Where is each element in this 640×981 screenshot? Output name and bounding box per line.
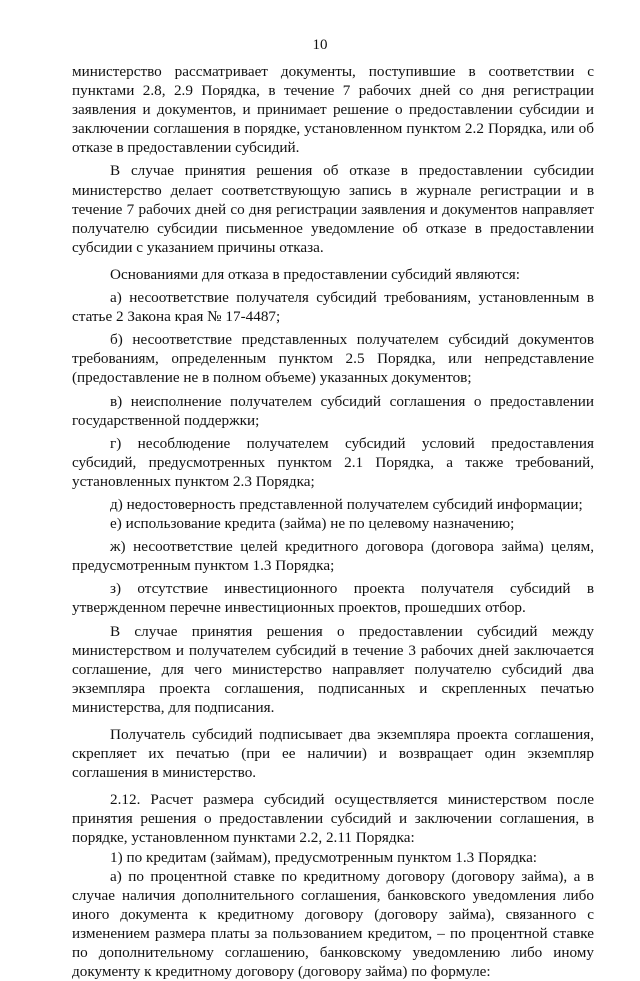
page-number: 10 xyxy=(312,37,328,53)
list-item-z: з) отсутствие инвестиционного проекта получателя субсидий в утвержденном перечне инвестиционных проектов, прошедших отбор. xyxy=(72,580,594,617)
list-item-zh: ж) несоответствие целей кредитного договора (договора займа) целям, предусмотренным пунктом 1.3 Порядка; xyxy=(72,538,594,575)
paragraph-refusal-grounds-heading: Основаниями для отказа в предоставлении субсидий являются: xyxy=(110,265,520,283)
paragraph-agreement-conclusion: В случае принятия решения о предоставлении субсидий между министерством и получателем субсидий в течение 3 рабочих дней заключается соглашение, для чего министерство направляет получателю субсидий два экземпляра проекта соглашения, подписанных и скрепленных печатью министерства, для подписания. xyxy=(72,622,594,716)
list-item-a-interest-rate: а) по процентной ставке по кредитному договору (договору займа), а в случае наличия дополнительного соглашения, банковского уведомления либо иного документа к кредитному договору (договору займа), связанного с изменением размера платы за пользованием кредитом, – по процентной ставке по дополнительному соглашению, банковскому уведомлению либо иному документу к кредитному договору (договору займа) по формуле: xyxy=(72,867,594,981)
list-item-a: а) несоответствие получателя субсидий требованиям, установленным в статье 2 Закона края № 17-4487; xyxy=(72,289,594,326)
list-item-b: б) несоответствие представленных получателем субсидий документов требованиям, определенным пунктом 2.5 Порядка, или непредставление (предоставление не в полном объеме) указанных документов; xyxy=(72,331,594,387)
list-item-v: в) неисполнение получателем субсидий соглашения о предоставлении государственной поддержки; xyxy=(72,392,594,429)
list-item-e: е) использование кредита (займа) не по целевому назначению; xyxy=(110,515,515,533)
paragraph-section-2-12: 2.12. Расчет размера субсидий осуществляется министерством после принятия решения о предоставлении субсидий и заключении соглашения, в порядке, установленном пунктами 2.2, 2.11 Порядка: xyxy=(72,791,594,847)
list-item-g: г) несоблюдение получателем субсидий условий предоставления субсидий, предусмотренных пунктом 2.1 Порядка, а также требований, установленных пунктом 2.3 Порядка; xyxy=(72,434,594,490)
paragraph-refusal-decision: В случае принятия решения об отказе в предоставлении субсидии министерство делает соответствующую запись в журнале регистрации и в течение 7 рабочих дней со дня регистрации заявления и документов направляет получателю субсидии письменное уведомление об отказе в предоставлении субсидии с указанием причины отказа. xyxy=(72,162,594,256)
list-item-1-loans: 1) по кредитам (займам), предусмотренным пунктом 1.3 Порядка: xyxy=(110,848,538,866)
paragraph-recipient-signs: Получатель субсидий подписывает два экземпляра проекта соглашения, скрепляет их печатью (при ее наличии) и возвращает один экземпляр соглашения в министерство. xyxy=(72,726,594,782)
document-body xyxy=(72,62,594,981)
paragraph-review-documents: министерство рассматривает документы, поступившие в соответствии с пунктами 2.8, 2.9 Порядка, в течение 7 рабочих дней со дня регистрации заявления и документов, и принимает решение о предоставлении субсидии и заключении соглашения в порядке, установленном пунктом 2.2 Порядка, или об отказе в предоставлении субсидий. xyxy=(72,63,594,157)
list-item-d: д) недостоверность представленной получателем субсидий информации; xyxy=(110,495,583,513)
